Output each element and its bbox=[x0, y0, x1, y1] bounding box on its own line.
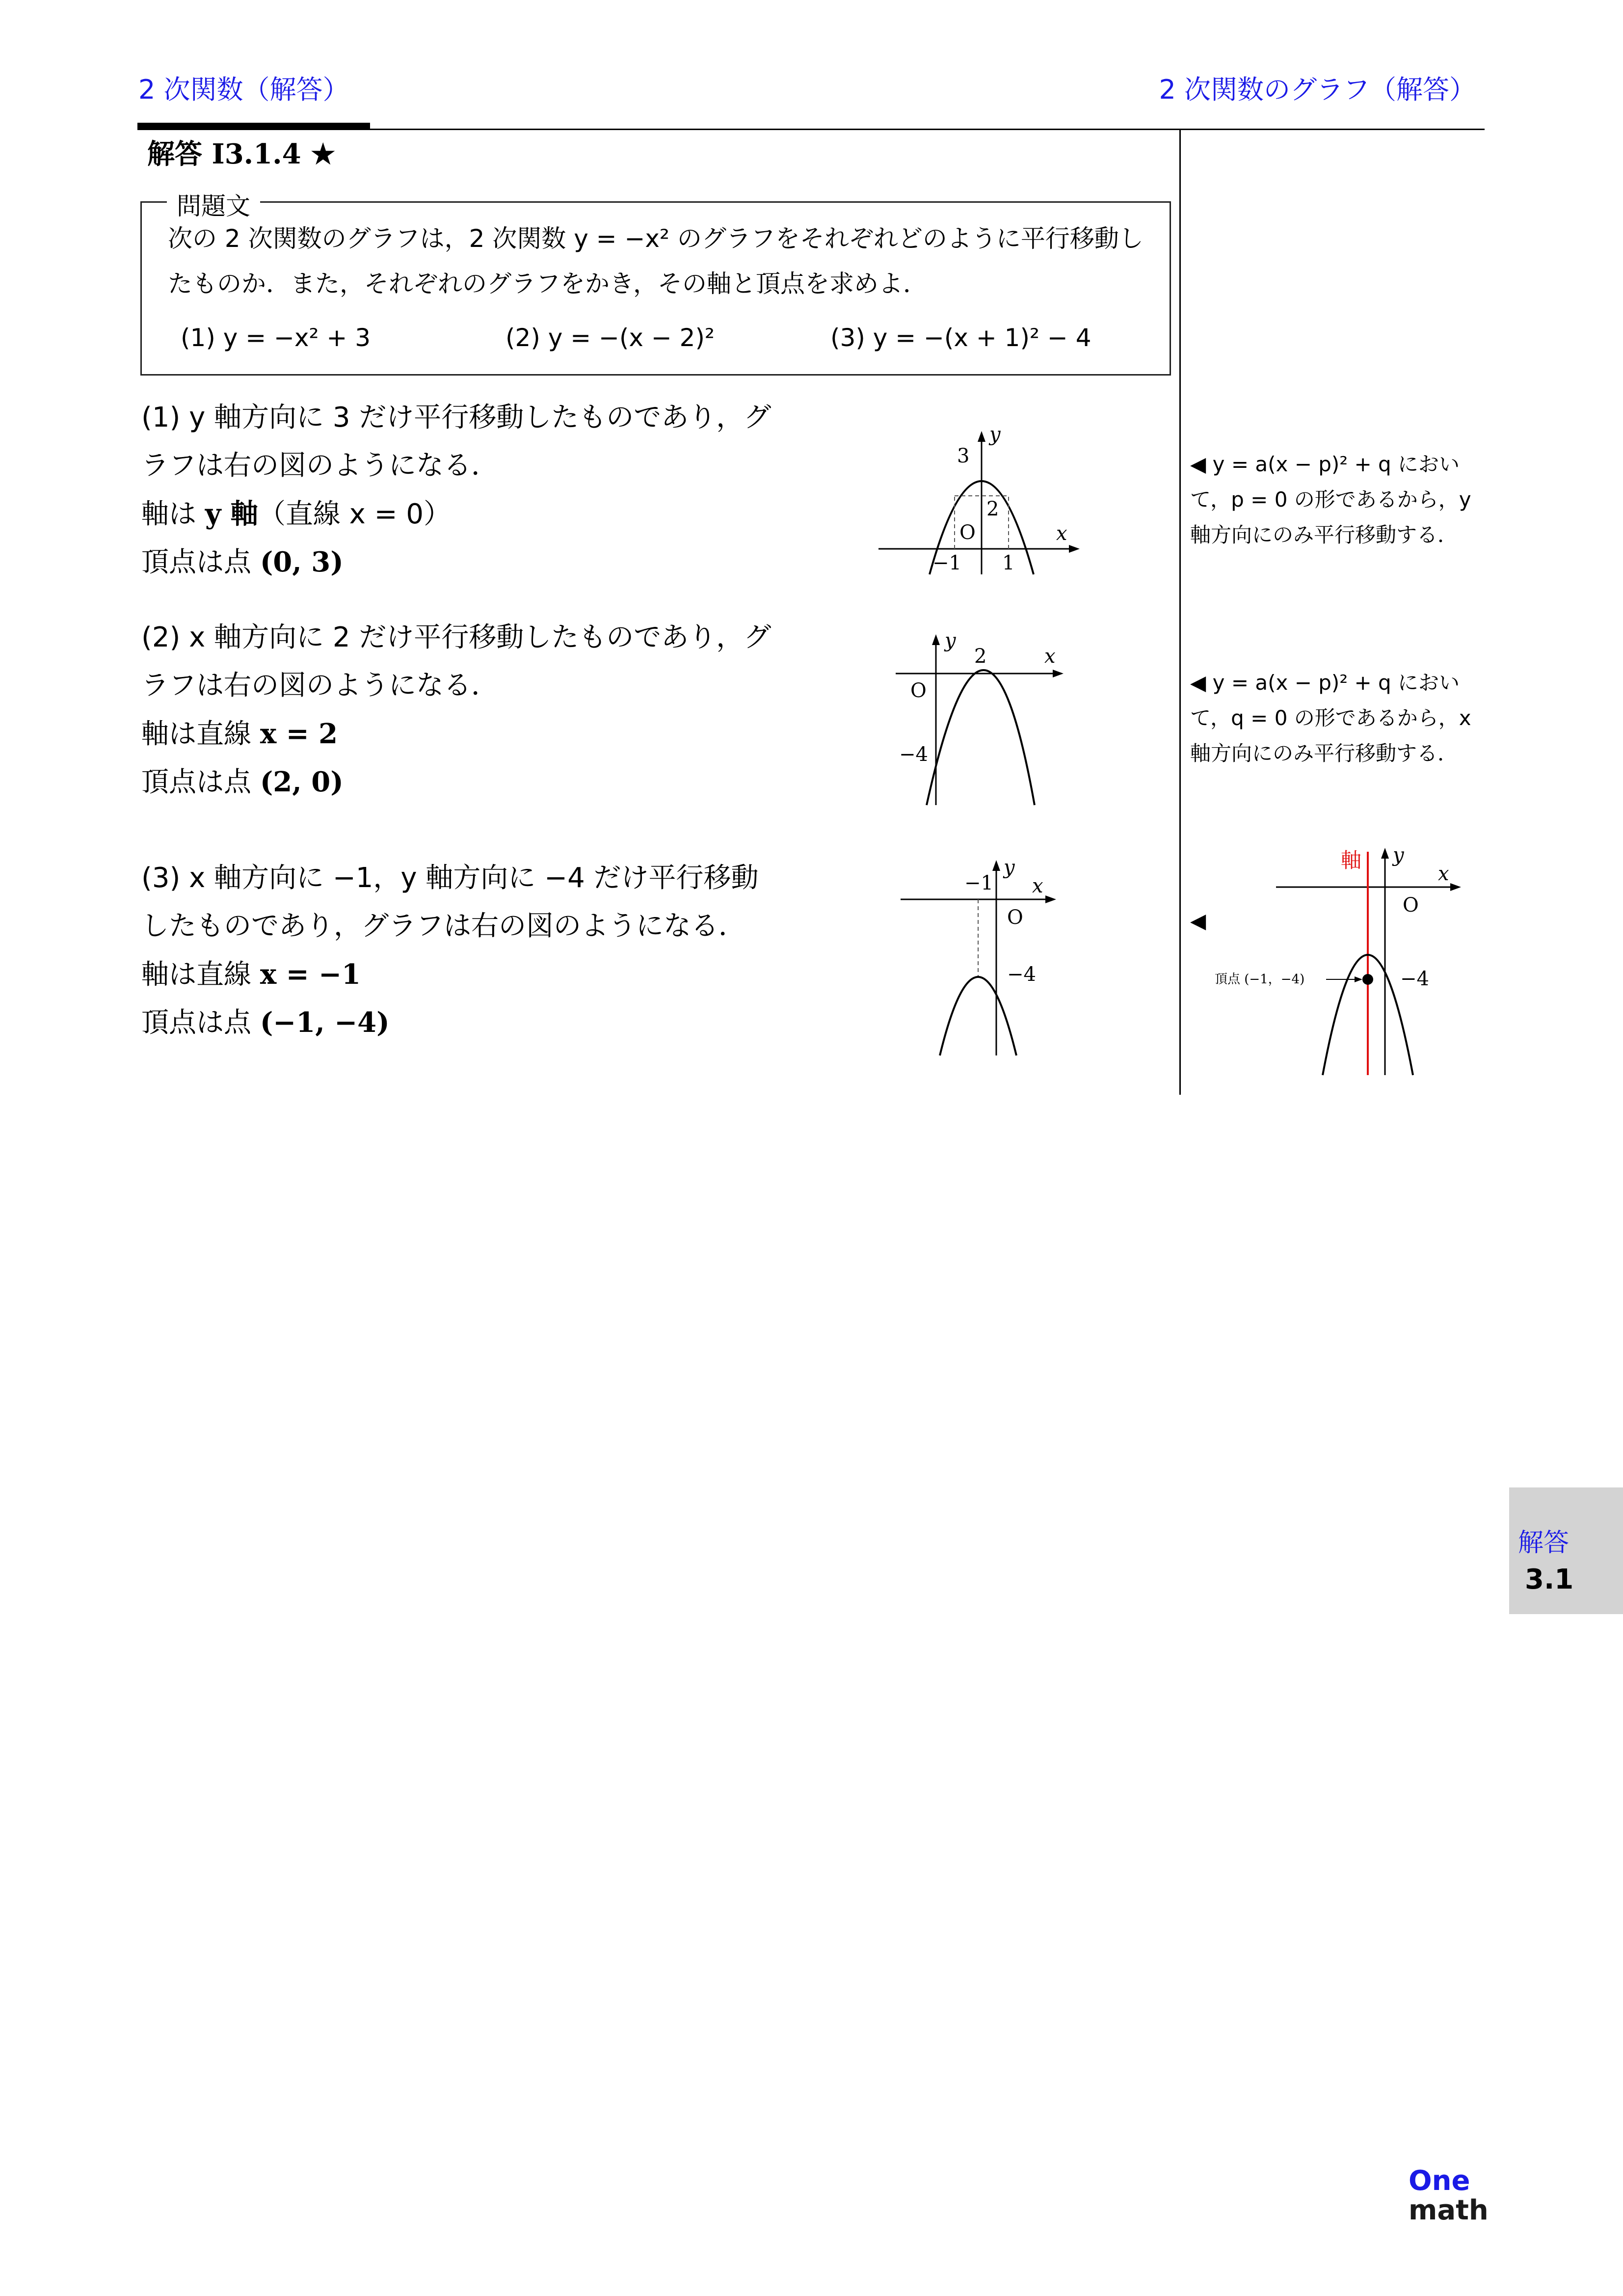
note-line: 軸方向にのみ平行移動する． bbox=[1190, 523, 1459, 547]
x-axis-arrow bbox=[1045, 895, 1056, 903]
header-right: 2 次関数のグラフ（解答） bbox=[1159, 74, 1476, 105]
vertex-prefix: 頂点は点 bbox=[141, 1007, 260, 1039]
note-line: ◀ y = a(x − p)² + q におい bbox=[1190, 452, 1460, 476]
x-axis-arrow bbox=[1053, 670, 1064, 677]
label-origin: O bbox=[1403, 894, 1419, 917]
problem-item-2: (2) y = −(x − 2)² bbox=[506, 324, 715, 352]
header-left: 2 次関数（解答） bbox=[138, 74, 349, 105]
problem-line-2: たものか．また，それぞれのグラフをかき，その軸と頂点を求めよ． bbox=[168, 270, 928, 298]
y-axis-arrow bbox=[1381, 848, 1389, 859]
problem-label: 問題文 bbox=[167, 187, 260, 222]
header-rule bbox=[137, 129, 1485, 130]
side-note-1 bbox=[1190, 447, 1494, 553]
logo-math: math bbox=[1409, 2194, 1489, 2226]
solution-3-line-2: したものであり，グラフは右の図のようになる． bbox=[141, 910, 746, 942]
solution-2-axis bbox=[141, 710, 338, 758]
label-origin: O bbox=[910, 679, 927, 702]
x-axis-arrow bbox=[1450, 883, 1461, 891]
label-minus1: −1 bbox=[932, 552, 961, 574]
label-origin: O bbox=[1007, 906, 1023, 929]
solution-2-line-2: ラフは右の図のようになる． bbox=[141, 670, 499, 702]
solution-1-line-2: ラフは右の図のようになる． bbox=[141, 450, 499, 482]
vertex-value: (0, 3) bbox=[260, 546, 344, 578]
side-note-2 bbox=[1190, 665, 1494, 771]
solution-1-axis bbox=[141, 490, 451, 539]
label-minus4: −4 bbox=[1400, 968, 1429, 990]
axis-label: 軸 bbox=[1341, 848, 1362, 872]
margin-divider bbox=[1179, 130, 1181, 1095]
y-axis-arrow bbox=[978, 431, 985, 442]
axis-value: x = 2 bbox=[260, 718, 338, 750]
note-line: 軸方向にのみ平行移動する． bbox=[1190, 741, 1459, 765]
problem-item-3: (3) y = −(x + 1)² − 4 bbox=[830, 324, 1091, 352]
vertex-dot bbox=[1362, 974, 1373, 985]
axis-prefix: 軸は直線 bbox=[141, 718, 260, 750]
parabola bbox=[927, 670, 1035, 805]
axis-suffix: （直線 x = 0） bbox=[258, 498, 451, 530]
axis-prefix: 軸は直線 bbox=[141, 959, 260, 991]
label-minus4: −4 bbox=[1007, 963, 1036, 986]
label-minus4: −4 bbox=[899, 743, 928, 766]
parabola bbox=[940, 977, 1016, 1055]
vertex-prefix: 頂点は点 bbox=[141, 546, 260, 578]
solution-1-vertex bbox=[141, 538, 344, 587]
problem-item-1: (1) y = −x² + 3 bbox=[181, 324, 371, 352]
x-label: x bbox=[1438, 863, 1449, 885]
chapter-tab bbox=[1509, 1487, 1623, 1614]
x-label: x bbox=[1056, 522, 1067, 545]
graph-2 bbox=[888, 628, 1075, 815]
solution-3-vertex bbox=[141, 999, 390, 1047]
label-origin: O bbox=[959, 521, 976, 544]
note-line: て，q = 0 の形であるから，x bbox=[1190, 706, 1471, 730]
side-note-3-marker: ◀ bbox=[1190, 909, 1206, 933]
label-minus1: −1 bbox=[964, 872, 993, 894]
solution-2-line-1: (2) x 軸方向に 2 だけ平行移動したものであり，グ bbox=[141, 621, 772, 653]
y-label: y bbox=[1393, 844, 1404, 866]
graph-1 bbox=[874, 422, 1085, 579]
y-label: y bbox=[945, 629, 956, 652]
solution-2-vertex bbox=[141, 758, 344, 807]
y-label: y bbox=[1004, 856, 1015, 879]
x-label: x bbox=[1032, 875, 1043, 897]
vertex-prefix: 頂点は点 bbox=[141, 766, 260, 798]
side-graph-axis bbox=[1212, 837, 1477, 1078]
vertex-pointer-arrow bbox=[1355, 976, 1362, 982]
label-2: 2 bbox=[986, 498, 999, 520]
axis-value: y 軸 bbox=[205, 498, 258, 530]
answer-title: 解答 I3.1.4 ★ bbox=[147, 138, 336, 170]
vertex-label: 頂点 (−1，−4) bbox=[1215, 972, 1305, 987]
axis-prefix: 軸は bbox=[141, 498, 205, 530]
solution-3-axis bbox=[141, 950, 361, 999]
x-label: x bbox=[1044, 645, 1056, 668]
label-2: 2 bbox=[974, 645, 987, 668]
note-line: ◀ y = a(x − p)² + q におい bbox=[1190, 671, 1460, 695]
logo-one: One bbox=[1409, 2165, 1470, 2197]
y-label: y bbox=[989, 423, 1001, 446]
vertex-value: (2, 0) bbox=[260, 766, 344, 798]
chapter-tab-number: 3.1 bbox=[1525, 1564, 1574, 1595]
graph-3 bbox=[893, 854, 1070, 1060]
solution-3-line-1: (3) x 軸方向に −1，y 軸方向に −4 だけ平行移動 bbox=[141, 862, 759, 894]
label-1: 1 bbox=[1002, 552, 1015, 574]
x-axis-arrow bbox=[1069, 545, 1080, 553]
note-line: て，p = 0 の形であるから，y bbox=[1190, 487, 1471, 512]
chapter-tab-label: 解答 bbox=[1518, 1528, 1570, 1558]
y-axis-arrow bbox=[992, 860, 1000, 871]
axis-value: x = −1 bbox=[260, 958, 361, 991]
y-axis-arrow bbox=[932, 634, 940, 645]
vertex-value: (−1, −4) bbox=[260, 1006, 390, 1039]
problem-line-1: 次の 2 次関数のグラフは，2 次関数 y = −x² のグラフをそれぞれどのように平行移動し bbox=[168, 224, 1144, 253]
label-3: 3 bbox=[957, 445, 970, 467]
solution-1-line-1: (1) y 軸方向に 3 だけ平行移動したものであり，グ bbox=[141, 402, 772, 433]
